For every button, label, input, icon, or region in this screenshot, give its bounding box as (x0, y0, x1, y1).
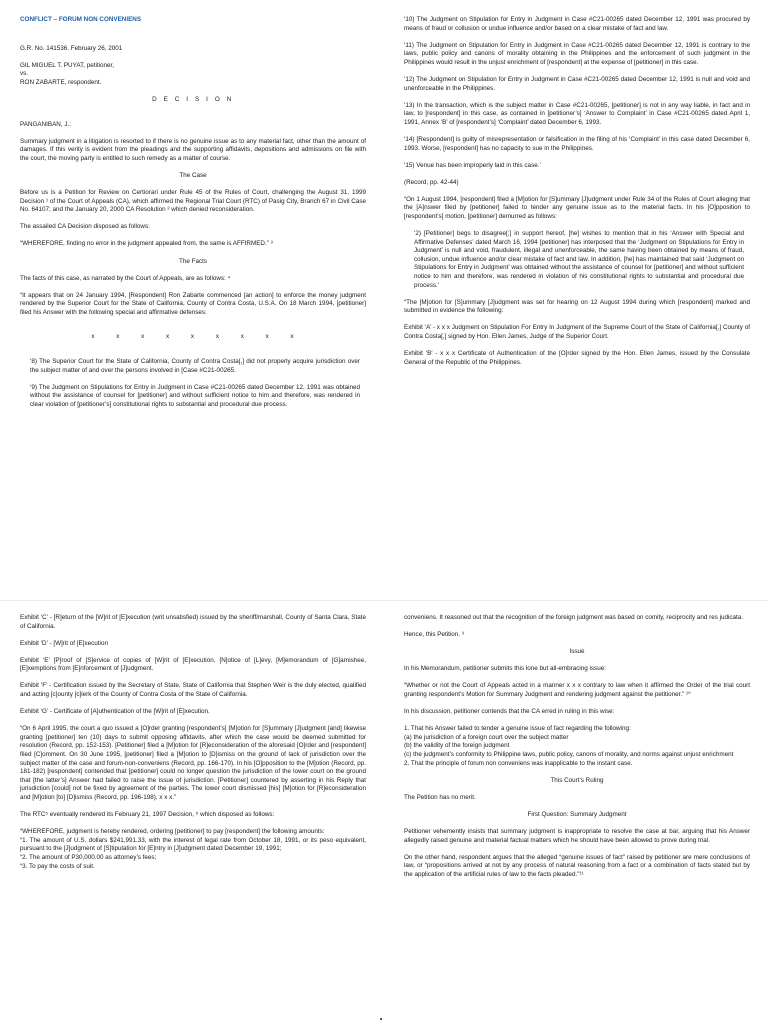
issue-heading: Issue (569, 648, 585, 656)
petitioner-line: GIL MIGUEL T. PUYAT, petitioner, (20, 61, 115, 69)
ellipsis-stars: x x x x x x x x x (91, 333, 295, 341)
wherefore-quote: “WHEREFORE, finding no error in the judgment appealed from, the same is AFFIRMED.” ³ (20, 240, 273, 248)
assailed-paragraph: The assailed CA Decision disposed as follows: (20, 223, 150, 231)
memorandum-paragraph: In his Memorandum, petitioner submits this lone but all-embracing issue: (404, 665, 606, 673)
defense-11: ‘11) The Judgment on Stipulation for Entry in Judgment in Case #C21-00265 dated December 12, 1991 is contrary to the laws, public policy and canons of morality obtaining in the Philippines and the enforcement of such judgment in the Philippines would result in the unjust enrichment of [respondent] at the expense of [petitioner] in this case. (404, 41, 750, 66)
document-title: CONFLICT – FORUM NON CONVENIENS (20, 16, 142, 23)
amount-3: “3. To pay the costs of suit. (20, 862, 95, 870)
vehemently-paragraph: Petitioner vehemently insists that summary judgment is inappropriate to resolve the case at bar, arguing that his Answer allegedly raised genuine and material factual matters which he should have been allowed to prove during trial. (404, 827, 750, 844)
defense-9: ‘9) The Judgment on Stipulations for Entry in Judgment in Case #C21-00265 dated December 12, 1991 was obtained without the assistance of counsel for [petitioner] and without sufficient notice to him and therefore, was rendered in clear violation of [petitioner’s] constitutional rights to substantial and procedural due process. (30, 383, 360, 408)
exhibit-b: Exhibit ‘B’ - x x x Certificate of Authentication of the [O]rder signed by the Hon. Ellen James, issued by the Consulate General of the Republic of the Philippines. (404, 350, 750, 366)
april-1995-paragraph: “On 6 April 1995, the court a quo issued a [O]rder granting [respondent’s] [M]otion for [S]ummary [J]udgment [and] likewise granting [petitioner] ten (10) days to submit opposing affidavits, after which the case would be deemed submitted for resolution (Record, pp. 152-153). [Petitioner] filed a [M]otion for [R]econsideration of the aforesaid [O]rder and [respondent] filed [C]omment. On 30 June 1995, [petitioner] filed a [M]otion to [D]ismiss on the ground of lack of jurisdiction over the subject matter of the case and forum-non-conveniens (Record, pp. 166-170). In his [O]pposition to the [M]otion (Record, pp. 181-182) [respondent] contended that [petitioner] could no longer question the jurisdiction of the lower court on the ground that [the latter’s] Answer had failed to raise the issue of jurisdiction. [Petitioner] countered by asserting in his Reply that jurisdiction [could] not be fixed by agreement of the parties. The lower court dismissed [his] [M]otion for [R]econsideration and [M]otion [to] [D]ismiss (Record, pp. 196-198), x x x.” (20, 725, 366, 801)
contention-1c: (c) the judgment’s conformity to Philippine laws, public policy, canons of morality, and norms against unjust enrichment (404, 750, 734, 758)
facts-quote: “It appears that on 24 January 1994, [Respondent] Ron Zabarte commenced [an action] to enforce the money judgment rendered by the Superior Court for the State of California, County of Contra Costa, U.S.A. On 18 March 1994, [petitioner] filed his Answer with the following special and affirmative defenses: (20, 291, 366, 316)
hence-paragraph: Hence, this Petition. ⁹ (404, 631, 465, 639)
conveniens-paragraph: conveniens. It reasoned out that the recognition of the foreign judgment was based on comity, reciprocity and res judicata. (404, 614, 744, 621)
exhibit-a: Exhibit ‘A’ - x x x Judgment on Stipulation For Entry In Judgment of the Supreme Court of the State of California[,] County of Contra Costa[,] signed by Hon. Ellen James, Judge of the Superior Court. (404, 324, 750, 341)
discussion-paragraph: In his discussion, petitioner contends that the CA erred in ruling in this wise: (404, 708, 615, 716)
page1-right-column (404, 16, 750, 376)
defense-8: ‘8) The Superior Court for the State of California, County of Contra Costa[,] did not properly acquire jurisdiction over the subject matter of and over the persons involved in [Case #C21-00265. (30, 358, 360, 374)
case-heading: The Case (179, 171, 207, 179)
page2-right-column (404, 614, 750, 888)
contention-2: 2. That the principle of forum non conveniens was inapplicable to the instant case. (404, 759, 633, 767)
defense-15: ‘15) Venue has been improperly laid in this case.’ (404, 161, 541, 169)
intro-paragraph: Summary judgment in a litigation is resorted to if there is no genuine issue as to any material fact, other than the amount of damages. If this verity is evident from the pleadings and the supporting affidavits, depositions and admissions on file with the court, the moving party is entitled to such remedy as a matter of course. (20, 137, 366, 162)
page-separator (0, 600, 768, 601)
exhibit-g: Exhibit ‘G’ - Certificate of [A]uthentication of the [W]rit of [E]xecution. (20, 708, 210, 716)
contention-1b: (b) the validity of the foreign judgment (404, 742, 510, 750)
ruling-heading: This Court’s Ruling (550, 776, 604, 784)
case-paragraph: Before us is a Petition for Review on Certiorari under Rule 45 of the Rules of Court, challenging the August 31, 1999 Decision ¹ of the Court of Appeals (CA), which affirmed the Regional Trial Court (RTC) of Pasig City, Branch 67 in Civil Case No. 64107; and the January 20, 2000 CA Resolution ² which denied reconsideration. (20, 189, 366, 214)
ponente: PANGANIBAN, J.: (20, 120, 71, 128)
contention-1: 1. That his Answer failed to tender a genuine issue of fact regarding the following: (404, 725, 631, 733)
first-question-heading: First Question: Summary Judgment (527, 810, 627, 818)
facts-intro: The facts of this case, as narrated by the Court of Appeals, are as follows: ⁴ (20, 274, 231, 282)
whether-quote: “Whether or not the Court of Appeals acted in a manner x x x contrary to law when it affirmed the Order of the trial court granting respondent’s Motion for Summary Judgment and rendering judgment against the petitioner.” ¹⁰ (404, 682, 750, 698)
motion-summary-judgment: “On 1 August 1994, [respondent] filed a [M]otion for [S]ummary [J]udgment under Rule 34 of the Rules of Court alleging that the [A]nswer filed by [petitioner] failed to tender any genuine issue as to the material facts. In his [O]pposition to [respondent’s] motion, [petitioner] demurred as follows: (404, 195, 750, 220)
facts-heading: The Facts (179, 257, 207, 265)
page-mark (380, 1018, 382, 1020)
page1-left-column (20, 16, 366, 418)
respondent-line: RON ZABARTE, respondent. (20, 78, 102, 86)
defense-13: ‘13) In the transaction, which is the subject matter in Case #C21-00265, [petitioner] is not in any way liable, in fact and in law, to [respondent] in this case, as contained in [petitioner’s] ‘Answer to Complaint’ in Case #C21-00265 dated April 1, 1991, Annex ‘B’ of [respondent’s] ‘Complaint’ dated December 6, 1993. (404, 101, 750, 126)
exhibit-d: Exhibit ‘D’ - [W]rit of [E]xecution (20, 639, 108, 647)
wherefore-rtc: “WHEREFORE, judgment is hereby rendered, ordering [petitioner] to pay [respondent] the following amounts: (20, 828, 325, 836)
contention-1a: (a) the jurisdiction of a foreign court over the subject matter (404, 733, 569, 741)
amount-2: “2. The amount of P30,000.00 as attorney’s fees; (20, 853, 157, 861)
rtc-decision: The RTC⁵ eventually rendered its February 21, 1997 Decision, ⁶ which disposed as follows: (20, 811, 275, 819)
exhibit-e: Exhibit ‘E’ [P]roof of [S]ervice of copies of [W]rit of [E]xecution, [N]otice of [L]evy, [M]emorandum of [G]arnishee, [E]xemptions from [E]nforcement of [J]udgment. (20, 656, 366, 673)
motion-set-hearing: “The [M]otion for [S]ummary [J]udgment was set for hearing on 12 August 1994 during which [respondent] marked and submitted in evidence the following: (404, 298, 750, 315)
amount-1: “1. The amount of U.S. dollars $241,991.33, with the interest of legal rate from October 18, 1991, or its peso equivalent, pursuant to the [J]udgment of [S]tipulation for [E]ntry in [J]udgment dated December 19, 1991; (20, 836, 366, 853)
opposition-2: ‘2) [Petitioner] begs to disagree[;] in support hereof, [he] wishes to mention that in his ‘Answer with Special and Affirmative Defenses’ dated March 16, 1994 [petitioner] has interposed that the ‘Judgment on Stipulations for Entry in Judgment’ is null and void, fraudulent, illegal and unenforceable, the same having been obtained by means of fraud, collusion, undue influence and/or clear mistake of fact and law. In addition, [he] has maintained that said ‘Judgment on Stipulations for Entry in Judgment’ was obtained without the assistance of counsel for [petitioner] and without sufficient notice to him and therefore, was rendered in violation of his constitutional rights to substantial and procedural due process.’ (414, 230, 744, 289)
gr-number: G.R. No. 141536. February 26, 2001 (20, 44, 123, 52)
exhibit-c: Exhibit ‘C’ - [R]eturn of the [W]rit of [E]xecution (writ unsatisfied) issued by the sheriff/marshall, County of Santa Clara, State of California. (20, 614, 366, 630)
other-hand-paragraph: On the other hand, respondent argues that the alleged “genuine issues of fact” raised by petitioner are mere conclusions of law, or “propositions arrived at not by any process of natural reasoning from a fact or a combination of facts stated but by the application of the artificial rules of law to the facts pleaded.”¹¹ (404, 853, 750, 878)
exhibit-f: Exhibit ‘F’ - Certification issued by the Secretary of State, State of California that Stephen Weir is the duly elected, qualified and acting [c]ounty [c]lerk of the County of Contra Costa of the State of California. (20, 682, 366, 699)
defense-12: ‘12) The Judgment on Stipulation for Entry in Judgment in Case #C21-00265 dated December 12, 1991 is null and void and unenforceable in the Philippines. (404, 75, 750, 92)
defense-14: ‘14) [Respondent] is guilty of misrepresentation or falsification in the filing of his ‘Complaint’ in this case dated December 6, 1993. Worse, [respondent] has no capacity to sue in the Philippines. (404, 135, 750, 152)
defense-10: ‘10) The Judgment on Stipulation for Entry in Judgment in Case #C21-00265 dated December 12, 1991 was procured by means of fraud or collusion or undue influence and/or based on a clear mistake of fact and law. (404, 16, 750, 32)
no-merit: The Petition has no merit. (404, 793, 476, 801)
vs-line: vs. (20, 70, 29, 78)
decision-heading: D E C I S I O N (152, 95, 234, 103)
record-citation: (Record, pp. 42-44) (404, 178, 459, 186)
page2-left-column (20, 614, 366, 871)
